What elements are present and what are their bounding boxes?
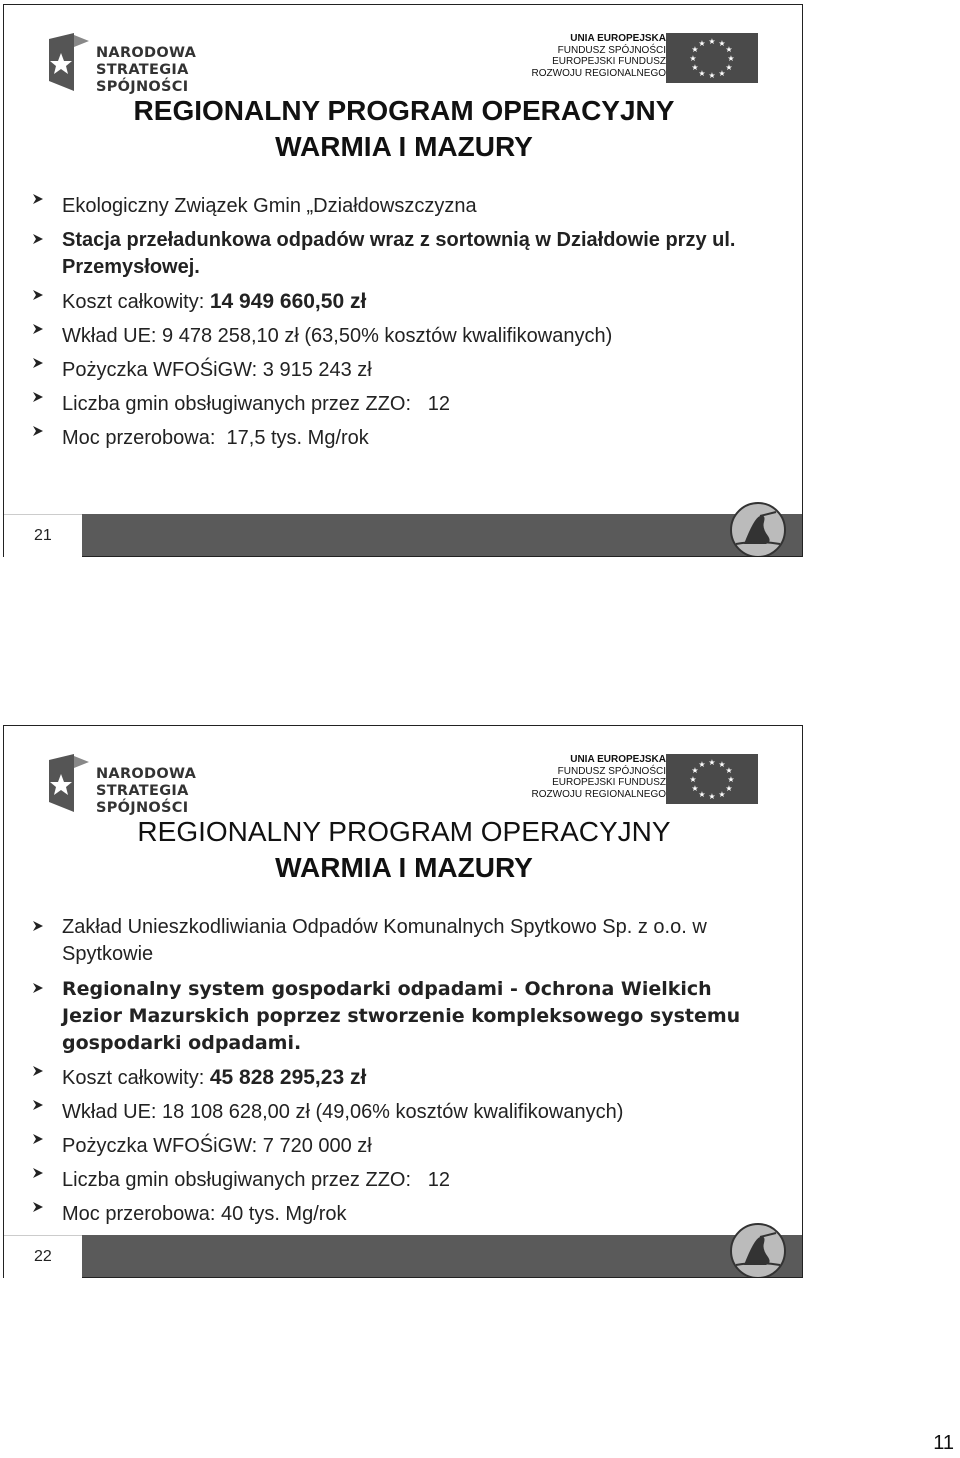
svg-text:★: ★ (727, 775, 735, 784)
arrow-bullet-icon (32, 322, 44, 336)
svg-text:★: ★ (689, 54, 697, 63)
svg-text:★: ★ (708, 758, 716, 767)
svg-text:★: ★ (698, 790, 706, 799)
list-item: Pożyczka WFOŚiGW: 7 720 000 zł (32, 1129, 772, 1163)
list-item: Moc przerobowa: 40 tys. Mg/rok (32, 1197, 772, 1231)
list-item: Koszt całkowity: 45 828 295,23 zł (32, 1061, 772, 1095)
narodowa-strategia-spojnosci-logo (44, 31, 264, 95)
ue-line2: FUNDUSZ SPÓJNOŚCI (557, 44, 666, 56)
ue-line1: UNIA EUROPEJSKA (570, 33, 666, 44)
arrow-bullet-icon (32, 1132, 44, 1146)
slide-title (4, 814, 804, 886)
nss-logo-text (96, 45, 264, 96)
narodowa-strategia-spojnosci-logo (44, 752, 264, 816)
arrow-bullet-icon (32, 424, 44, 438)
svg-text:★: ★ (725, 45, 733, 54)
svg-text:★: ★ (725, 63, 733, 72)
footer-bar (82, 1235, 802, 1277)
bullet-list (32, 910, 772, 1231)
arrow-bullet-icon (32, 1166, 44, 1180)
ue-line2: FUNDUSZ SPÓJNOŚCI (557, 765, 666, 777)
document-page-number: 11 (933, 1432, 954, 1454)
ue-line3: EUROPEJSKI FUNDUSZ (552, 56, 666, 67)
list-item: Moc przerobowa: 17,5 tys. Mg/rok (32, 421, 772, 455)
svg-text:★: ★ (718, 790, 726, 799)
nss-line1: NARODOWA (96, 766, 197, 782)
bullet-list (32, 189, 772, 455)
svg-text:★: ★ (725, 784, 733, 793)
svg-text:★: ★ (691, 45, 699, 54)
arrow-bullet-icon (32, 356, 44, 370)
eu-flag-icon (666, 754, 758, 804)
svg-text:★: ★ (708, 792, 716, 801)
arrow-bullet-icon (32, 981, 44, 995)
slide-title (4, 93, 804, 165)
arrow-bullet-icon (32, 288, 44, 302)
list-item: Liczba gmin obsługiwanych przez ZZO: 12 (32, 387, 772, 421)
svg-text:★: ★ (691, 784, 699, 793)
slide-number: 22 (34, 1248, 52, 1265)
ue-line1: UNIA EUROPEJSKA (570, 754, 666, 765)
list-item: Zakład Unieszkodliwiania Odpadów Komunalnych Spytkowo Sp. z o.o. w Spytkowie (32, 910, 772, 972)
footer-bar (82, 514, 802, 556)
nss-line2: STRATEGIA SPÓJNOŚCI (96, 62, 189, 95)
arrow-bullet-icon (32, 919, 44, 933)
ue-line4: ROZWOJU REGIONALNEGO (531, 788, 666, 800)
slide-21 (3, 4, 803, 557)
svg-text:★: ★ (698, 760, 706, 769)
title-line1: REGIONALNY PROGRAM OPERACYJNY (137, 816, 671, 847)
svg-text:★: ★ (698, 39, 706, 48)
svg-text:★: ★ (718, 69, 726, 78)
nss-emblem-icon (44, 752, 94, 816)
title-line1: REGIONALNY PROGRAM OPERACYJNY (133, 95, 675, 126)
title-line2: WARMIA I MAZURY (275, 852, 533, 883)
svg-text:★: ★ (698, 69, 706, 78)
list-item: Wkład UE: 18 108 628,00 zł (49,06% kosztów kwalifikowanych) (32, 1095, 772, 1129)
arrow-bullet-icon (32, 390, 44, 404)
slide-22 (3, 725, 803, 1278)
svg-text:★: ★ (725, 766, 733, 775)
svg-text:★: ★ (708, 71, 716, 80)
svg-text:★: ★ (708, 37, 716, 46)
ue-line4: ROZWOJU REGIONALNEGO (531, 67, 666, 79)
nss-line2: STRATEGIA SPÓJNOŚCI (96, 783, 189, 816)
nss-line1: NARODOWA (96, 45, 197, 61)
list-item: Koszt całkowity: 14 949 660,50 zł (32, 285, 772, 319)
svg-text:★: ★ (691, 766, 699, 775)
title-line2: WARMIA I MAZURY (275, 131, 533, 162)
slide-number: 21 (34, 527, 52, 544)
svg-text:★: ★ (691, 63, 699, 72)
list-item: Ekologiczny Związek Gmin „Działdowszczyzna (32, 189, 772, 223)
arrow-bullet-icon (32, 232, 44, 246)
list-item: Liczba gmin obsługiwanych przez ZZO: 12 (32, 1163, 772, 1197)
crane-logo-icon (714, 498, 802, 556)
svg-text:★: ★ (689, 775, 697, 784)
list-item: Stacja przeładunkowa odpadów wraz z sortownią w Działdowie przy ul. Przemysłowej. (32, 223, 772, 285)
crane-logo-icon (714, 1219, 802, 1277)
slide-footer (4, 514, 802, 556)
slide-footer (4, 1235, 802, 1277)
total-cost-value: 45 828 295,23 zł (209, 1066, 367, 1089)
ue-line3: EUROPEJSKI FUNDUSZ (552, 777, 666, 788)
list-item: Pożyczka WFOŚiGW: 3 915 243 zł (32, 353, 772, 387)
arrow-bullet-icon (32, 192, 44, 206)
eu-flag-icon (666, 33, 758, 83)
arrow-bullet-icon (32, 1098, 44, 1112)
total-cost-value: 14 949 660,50 zł (209, 290, 367, 313)
svg-text:★: ★ (718, 760, 726, 769)
nss-logo-text (96, 766, 264, 817)
svg-text:★: ★ (727, 54, 735, 63)
list-item: Wkład UE: 9 478 258,10 zł (63,50% kosztów kwalifikowanych) (32, 319, 772, 353)
arrow-bullet-icon (32, 1064, 44, 1078)
list-item: Regionalny system gospodarki odpadami - Ochrona Wielkich Jezior Mazurskich poprzez stworzenie kompleksowego systemu gospodarki odpadami. (32, 972, 772, 1061)
arrow-bullet-icon (32, 1200, 44, 1214)
nss-emblem-icon (44, 31, 94, 95)
svg-text:★: ★ (718, 39, 726, 48)
